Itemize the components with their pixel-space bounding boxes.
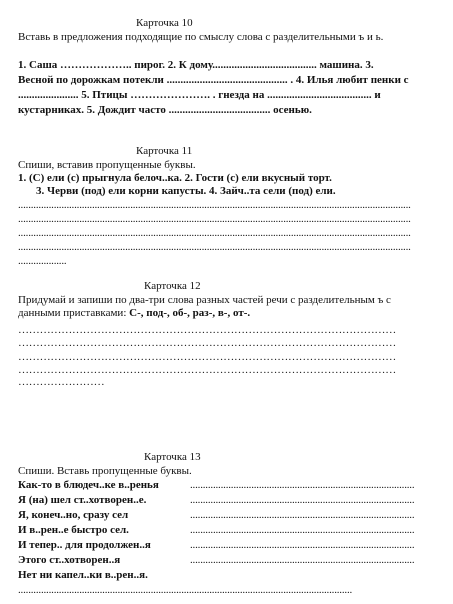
card11-line-1: 1. (С) ели (с) прыгнула белоч..ка. 2. Гости (с) ели вкусный торт. [18, 172, 332, 184]
card13-row-dots: ........................................................................................ [190, 509, 415, 521]
card12-answer-line: …………………………………………………………………………………………… [18, 364, 397, 376]
card11-answer-line: .......................................................................................................................................................... [18, 213, 411, 225]
card11-answer-line: ................... [18, 255, 67, 267]
card12-answer-line: …………………………………………………………………………………………… [18, 351, 397, 363]
card12-prefixes: С-, под-, об-, раз-, в-, от-. [129, 307, 251, 319]
card10-line-4: кустарниках. 5. Дождит часто ..................................... осенью. [18, 104, 312, 116]
card13-answer-line: ................................................................................................................................... [18, 584, 353, 596]
card11-line-2: 3. Черви (под) ели корни капусты. 4. Зайч..та сели (под) ели. [36, 185, 336, 197]
card13-row-dots: ........................................................................................ [190, 479, 415, 491]
card13-row-text: И тепер.. для продолжен..я [18, 539, 151, 551]
card12-answer-line: …………………… [18, 376, 105, 388]
card11-answer-line: .......................................................................................................................................................... [18, 241, 411, 253]
card12-title: Карточка 12 [144, 280, 201, 292]
card10-task: Вставь в предложения подходящие по смыслу слова с разделительными ъ и ь. [18, 31, 384, 43]
card13-row-dots: ........................................................................................ [190, 554, 415, 566]
card13-row-text: И в..рен..е быстро сел. [18, 524, 129, 536]
card13-title: Карточка 13 [144, 451, 201, 463]
card13-task: Спиши. Вставь пропущенные буквы. [18, 465, 192, 477]
card13-row-text: Я (на) шел ст..хотворен..е. [18, 494, 147, 506]
card12-task-line-2 [18, 308, 250, 319]
card13-row-dots: ........................................................................................ [190, 494, 415, 506]
card11-answer-line: .......................................................................................................................................................... [18, 199, 411, 211]
card10-line-2: Весной по дорожкам потекли ............................................ . 4. Илья любит пенки с [18, 74, 409, 86]
card13-row-text: Я, конеч..но, сразу сел [18, 509, 129, 521]
card11-task: Спиши, вставив пропущенные буквы. [18, 159, 196, 171]
card12-answer-line: …………………………………………………………………………………………… [18, 324, 397, 336]
card11-title: Карточка 11 [136, 145, 193, 157]
card13-row-dots: ........................................................................................ [190, 524, 415, 536]
card13-row-text: Этого ст..хотворен..я [18, 554, 121, 566]
card10-line-3: ...................... 5. Птицы …………………. . гнезда на ...................................... и [18, 89, 381, 101]
card13-row-text: Нет ни капел..ки в..рен..я. [18, 569, 148, 581]
card10-line-1: 1. Саша ……………….. пирог. 2. К дому...................................... машина. 3. [18, 59, 374, 71]
card12-answer-line: …………………………………………………………………………………………… [18, 337, 397, 349]
card12-task-plain: данными приставками: [18, 307, 130, 319]
card13-row-dots: ........................................................................................ [190, 539, 415, 551]
card12-task-line-1: Придумай и запиши по два-три слова разных частей речи с разделительным ъ с [18, 294, 391, 306]
card13-row-text: Как-то в блюдеч..ке в..ренья [18, 479, 159, 491]
card11-answer-line: .......................................................................................................................................................... [18, 227, 411, 239]
card10-title: Карточка 10 [136, 17, 193, 29]
